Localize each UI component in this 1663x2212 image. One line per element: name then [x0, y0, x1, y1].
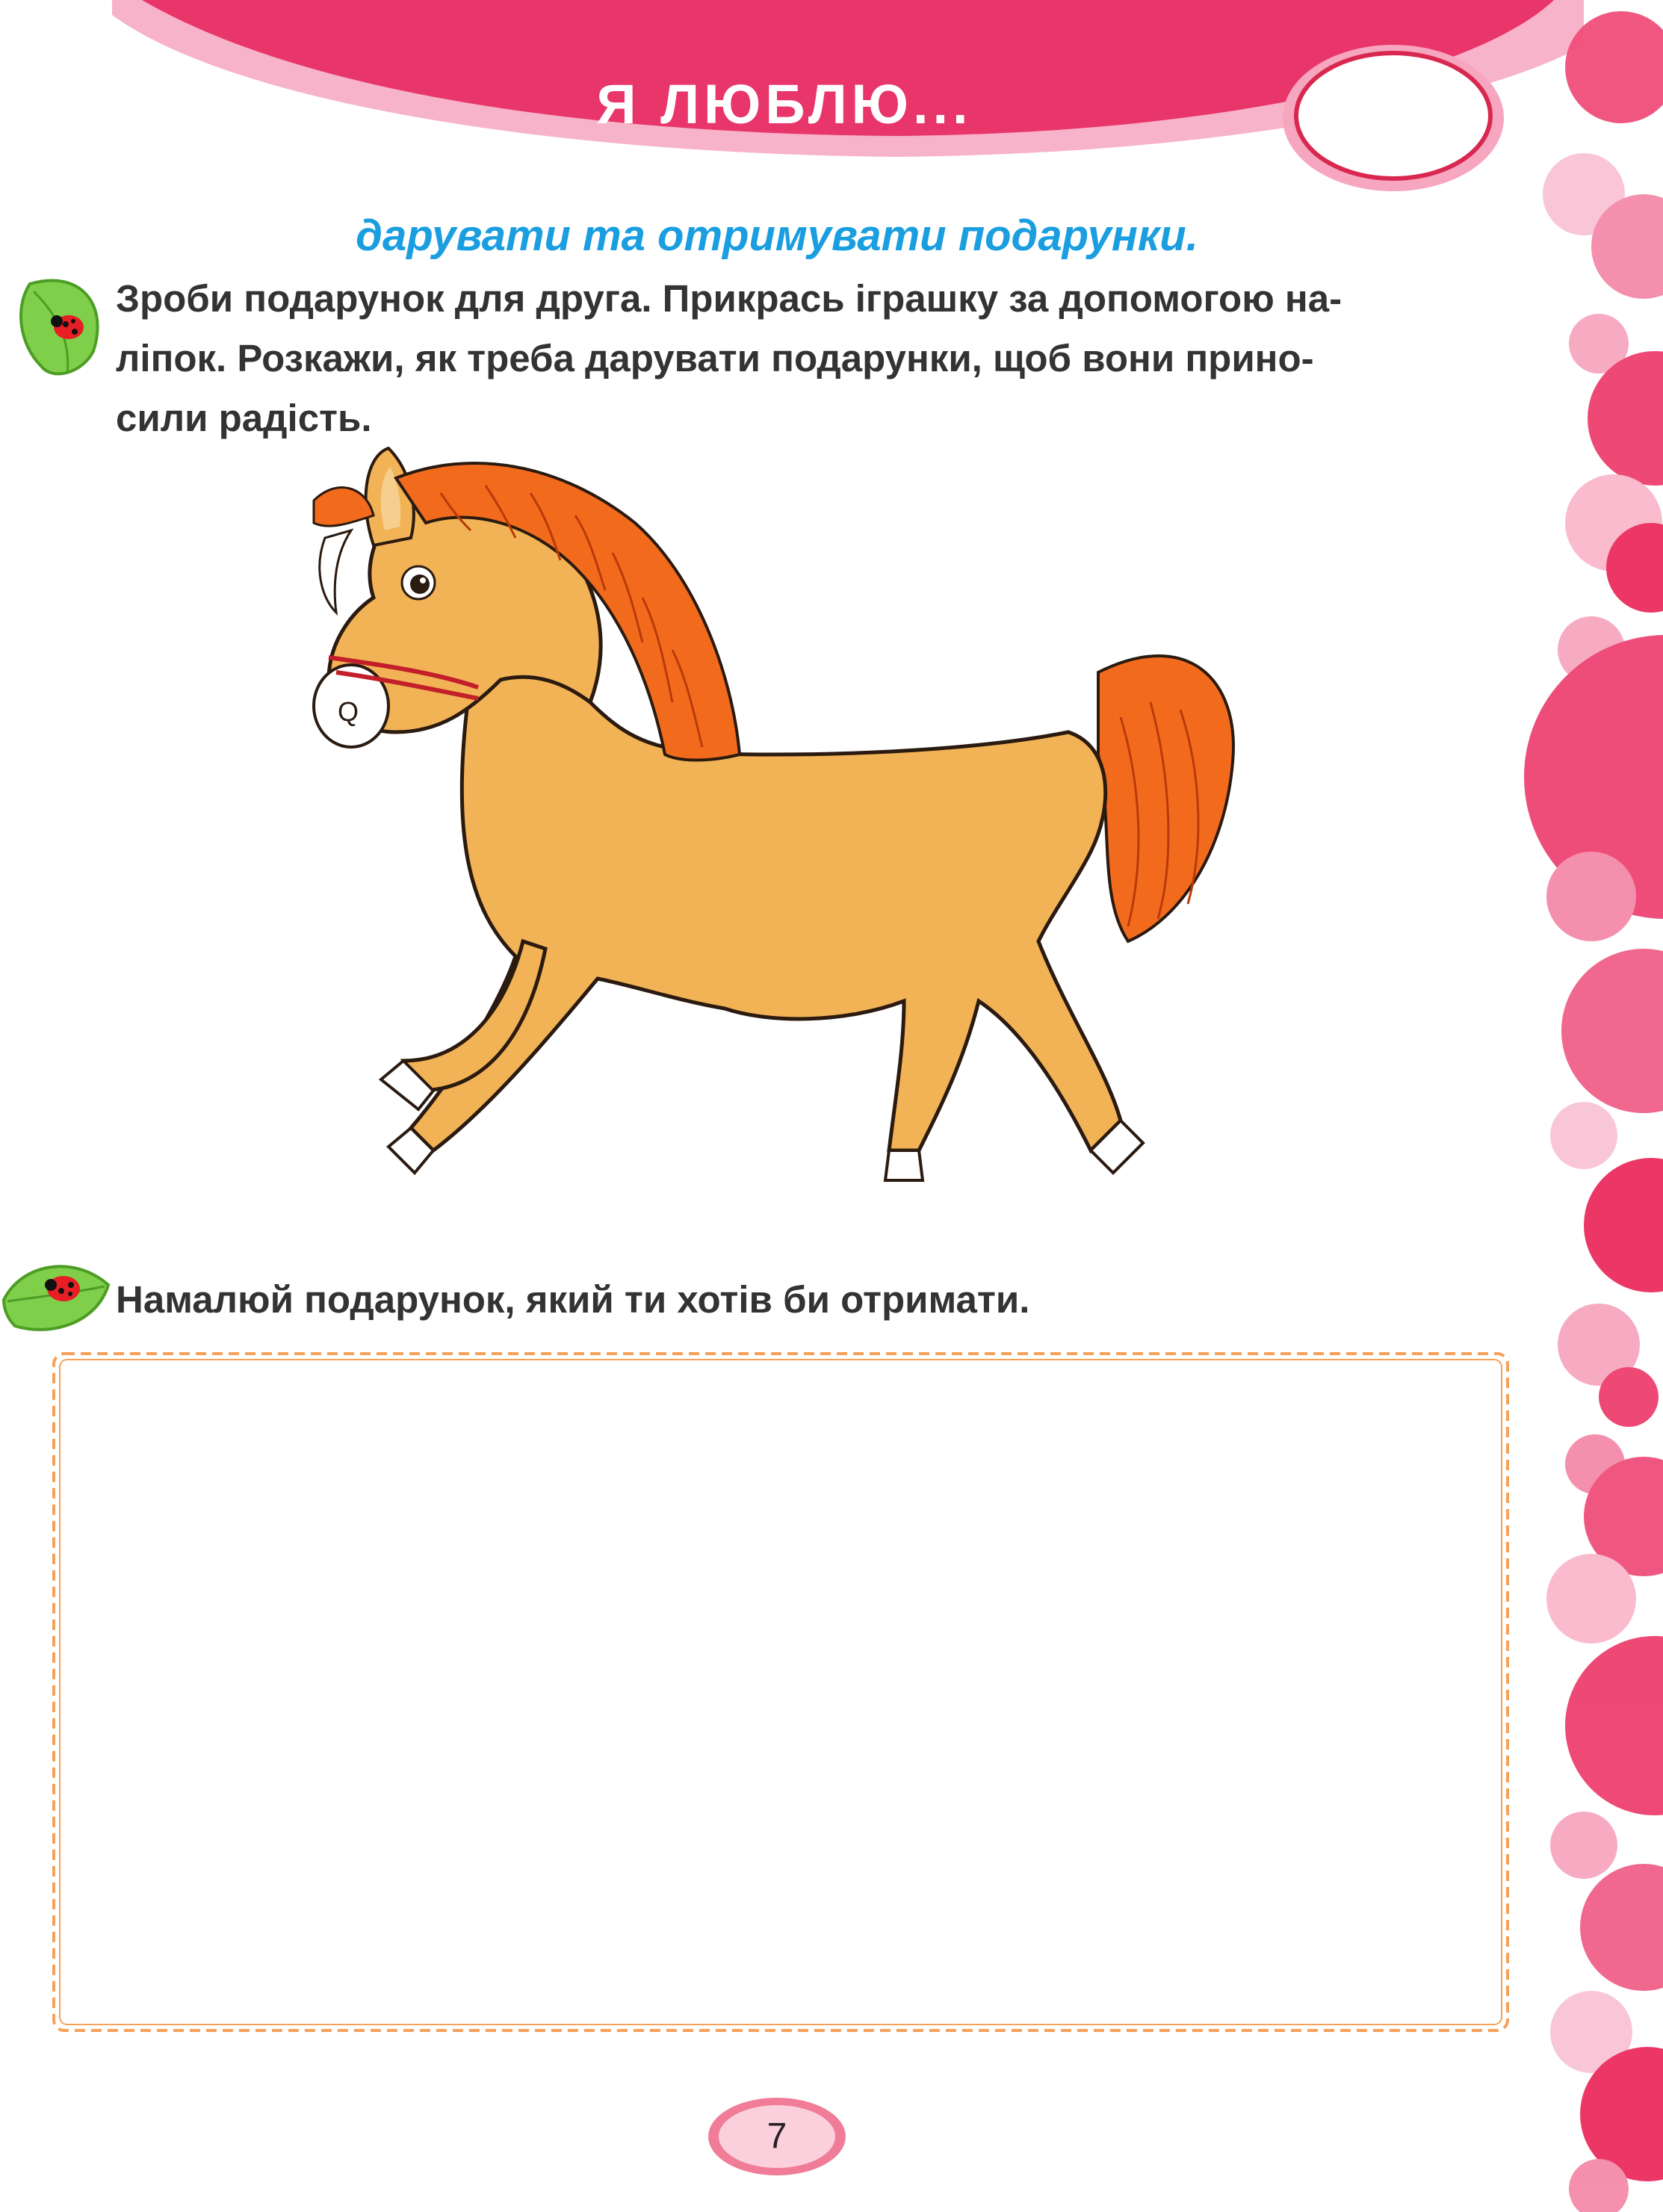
- svg-text:Q: Q: [338, 696, 359, 727]
- task1-line: сили радість.: [116, 397, 372, 439]
- leaf-ladybug-icon: [15, 269, 112, 381]
- task1-instructions: [116, 269, 1520, 448]
- page-number-badge: [706, 2095, 848, 2178]
- subtitle: дарувати та отримувати подарунки.: [356, 211, 1198, 260]
- page-number: 7: [767, 2116, 787, 2156]
- horse-toy-illustration[interactable]: [247, 433, 1382, 1240]
- drawing-area[interactable]: [45, 1345, 1517, 2039]
- leaf-ladybug-icon: [0, 1255, 112, 1337]
- task1-line: ліпок. Розкажи, як треба дарувати подарунки, щоб вони прино-: [116, 337, 1314, 379]
- banner-title: Я ЛЮБЛЮ...: [596, 73, 973, 135]
- task1-line: Зроби подарунок для друга. Прикрась іграшку за допомогою на-: [116, 277, 1343, 320]
- task2-instruction: Намалюй подарунок, який ти хотів би отримати.: [116, 1278, 1030, 1321]
